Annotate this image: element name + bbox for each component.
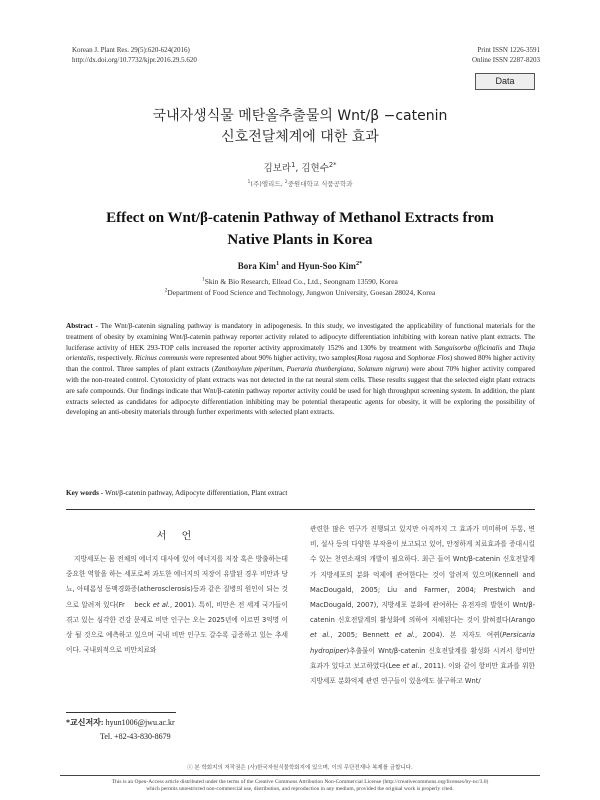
corresponding-email[interactable]: hyun1006@jwu.ac.kr — [105, 718, 175, 727]
english-title — [60, 207, 540, 251]
corresponding-phone: Tel. +82-43-830-8679 — [100, 732, 171, 741]
corresponding-author — [66, 716, 175, 744]
abstract-divider — [66, 509, 535, 510]
keywords — [66, 489, 535, 497]
abstract-text: ) were about 70% higher activity compared with the non-treated control. Cytotoxicity of plant extracts was not detected in the rat neural stem cells. These results suggest that the selected eight plant extracts are safe compounds. Our findings indicate that Wnt/β-catenin pathway reporter activity could be used for high throughput screening system. In addition, the plant extracts selected as candidates for adipocyte differentiation inhibiting may be potential therapeutic agents for obesity, it will be exploring the possibility of developing an anti-obesity materials through further experiments with selected plant extracts. — [66, 365, 535, 417]
license-line-1: This is an Open-Access article distributed under the terms of the Creative Commons Attribution Non-Commercial License (http://creativecommons.org/licenses/by-nc/3.0) — [111, 779, 489, 785]
author-ko-2: 김현수 — [301, 163, 329, 174]
species-name: Rosa rugosa — [357, 354, 394, 363]
paragraph-text: 관련한 많은 연구가 진행되고 있지만 아직까지 그 효과가 미미하며 두통, 변비, 설사 등의 다양한 부작용이 보고되고 있어, 안정하게 치료효과를 증대시킬 수 있는 천연소재의 개발이 필요하다. 최근 들어 Wnt/β-catenin 신호전달계가 지방세포의 분화 억제에 관여한다는 것이 알려져 있으며(Kennell and MacDougald, 2005; Liu and Farmer, 2004; Prestwich and MacDougald, 2007), 지방세포 분화에 관여하는 유전자의 발현이 Wnt/β-catenin 신호전달계의 활성화에 의하여 저해된다는 것이 밝혀졌다(Arango — [310, 525, 535, 625]
issn-block — [472, 45, 540, 65]
license-notice — [60, 779, 540, 793]
keywords-label: Key words - — [66, 489, 105, 497]
english-title-line1: Effect on Wnt/β-catenin Pathway of Methanol Extracts from — [106, 210, 494, 226]
paragraph-text: , 2001). 특히, 비만은 전 세계 국가들이 겪고 있는 심각한 건강 문제로 비만 인구는 오는 2025년에 이르면 3억명 이상 될 것으로 예측하고 있으며 국내 비만 인구도 갈수록 급증하고 있는 추세이다. 국내외적으로 비만치료와 — [66, 600, 288, 655]
species-name: Ricinus communis — [135, 354, 188, 363]
author-en-and: and — [279, 261, 299, 271]
author-ko-1-affil: 1 — [291, 160, 296, 169]
affil-ko-2-mark: 2 — [284, 179, 288, 185]
paragraph — [310, 522, 535, 689]
paragraph-text: beck — [134, 600, 153, 609]
print-issn: Print ISSN 1226-3591 — [477, 46, 540, 54]
paragraph-text: , 2005; Bennett — [330, 631, 395, 640]
abstract-text: The Wnt/β-catenin signaling pathway is mandatory in adipogenesis. In this study, we investigated the applicability of functional materials for the treatment of obesity by examining Wnt/β-catenin pathway reporter activity related to adipocyte differentiation inhibiting with korean native plant extracts. The luciferase activity of HEK 293-TOP cells increased the reporter activity approximately 152% and 130% by treatment with — [66, 322, 535, 352]
affil-en-2-mark: 2 — [164, 287, 168, 294]
affil-ko-1-mark: 1 — [247, 179, 251, 185]
author-ko-1: 김보라 — [263, 163, 292, 174]
affil-en-2 — [60, 287, 540, 298]
article-type-badge: Data — [475, 73, 535, 90]
korean-title — [60, 106, 540, 148]
species-name: Persicaria hydropiper — [310, 631, 535, 655]
copyright-notice: ⓒ 본 학회지의 저작권은 (사)한국자원식물학회지에 있으며, 이의 무단전재나 복제를 금합니다. — [187, 765, 413, 771]
abstract-text: and — [393, 354, 408, 363]
author-en-1-affil: 1 — [276, 260, 280, 267]
author-en-1: Bora Kim — [237, 261, 276, 271]
author-ko-separator: , — [295, 163, 302, 174]
paragraph-text: 지방세포는 몸 전체의 에너지 대사에 있어 에너지를 저장 혹은 방출하는데 중요한 역할을 하는 세포로써 과도한 에너지의 저장이 유발된 경우 비만과 당뇨, 아테롬성 동맥경화증(atherosclerosis)등과 같은 질병의 원인이 되는 것으로 알려져 있다(Fr — [66, 555, 288, 609]
abstract-text: and — [502, 343, 519, 352]
paragraph — [66, 552, 288, 658]
author-en-2: Hyun-Soo Kim — [298, 261, 356, 271]
keywords-text: Wnt/β-catenin pathway, Adipocyte differentiation, Plant extract — [104, 489, 288, 497]
author-ko-2-affil: 2* — [328, 160, 337, 169]
doi-link[interactable]: http://dx.doi.org/10.7732/kjpr.2016.29.5.620 — [72, 56, 197, 64]
species-name: Sanguisorba officinalis — [434, 343, 503, 352]
species-name: Sophorae Flos — [407, 354, 450, 363]
journal-citation — [72, 45, 197, 65]
section-heading-introduction: 서 언 — [156, 531, 198, 542]
citation-gap — [125, 601, 135, 609]
et-al: et al. — [152, 600, 170, 609]
paragraph-text: , 2004). 본 저자도 여뀌( — [415, 631, 503, 640]
abstract-label: Abstract - — [66, 322, 101, 330]
corresponding-label: *교신저자: — [66, 718, 106, 727]
online-issn: Online ISSN 2287-8203 — [471, 56, 540, 64]
affil-en-1-text: Skin & Bio Research, Ellead Co., Ltd., Seongnam 13590, Korea — [204, 277, 398, 286]
korean-title-line1: 국내자생식물 메탄올추출물의 Wnt/β −catenin — [152, 108, 448, 124]
et-al: et al. — [394, 631, 416, 640]
english-title-line2: Native Plants in Korea — [227, 232, 373, 248]
license-divider — [60, 775, 540, 776]
affil-ko-2: 중원대학교 식품공학과 — [287, 180, 353, 188]
affil-ko-1: (주)엘리드, — [250, 180, 285, 188]
abstract-text: were represented about 90% higher activity, two samples( — [187, 354, 358, 363]
affil-en-2-text: Department of Food Science and Technology, Jungwon University, Goesan 28024, Korea — [167, 288, 436, 297]
paragraph-text: )추출물이 Wnt/β-catenin 신호전달계를 활성화 시켜서 항비만 효과가 있다고 보고하였다(Lee — [310, 646, 535, 670]
et-al: et al. — [402, 661, 420, 670]
paragraph-text: , 2011). 이와 같이 항비만 효과를 위한 지방세포 분화억제 관련 연구들이 있음에도 불구하고 Wnt/ — [310, 661, 535, 686]
affil-en-1-mark: 1 — [202, 276, 205, 283]
species-name: Thuja orientalis — [66, 343, 536, 363]
abstract — [66, 321, 535, 418]
english-affiliations — [60, 276, 540, 298]
footnote-divider — [66, 712, 176, 713]
korean-affiliations — [60, 179, 540, 188]
species-name: Zanthoxylum piperitum, Pueraria thunbergiana, Solanum nigrum — [214, 365, 407, 374]
journal-reference: Korean J. Plant Res. 29(5):620-624(2016) — [72, 46, 190, 54]
abstract-text: ) showed 80% higher activity than the control. Three samples of plant extracts ( — [66, 354, 535, 374]
korean-title-line2: 신호전달체계에 대한 효과 — [221, 129, 379, 145]
license-line-2: which permits unrestricted non-commercial use, distribution, and reproduction in any medium, provided the original work is properly cited. — [146, 786, 454, 792]
abstract-text: , respectively. — [93, 354, 136, 363]
et-al: et al. — [310, 631, 331, 640]
author-en-2-affil: 2* — [355, 260, 363, 267]
korean-authors — [60, 160, 540, 174]
body-column-right — [310, 522, 535, 689]
affil-en-1 — [60, 276, 540, 287]
english-authors — [60, 261, 540, 271]
body-column-left — [66, 552, 288, 658]
